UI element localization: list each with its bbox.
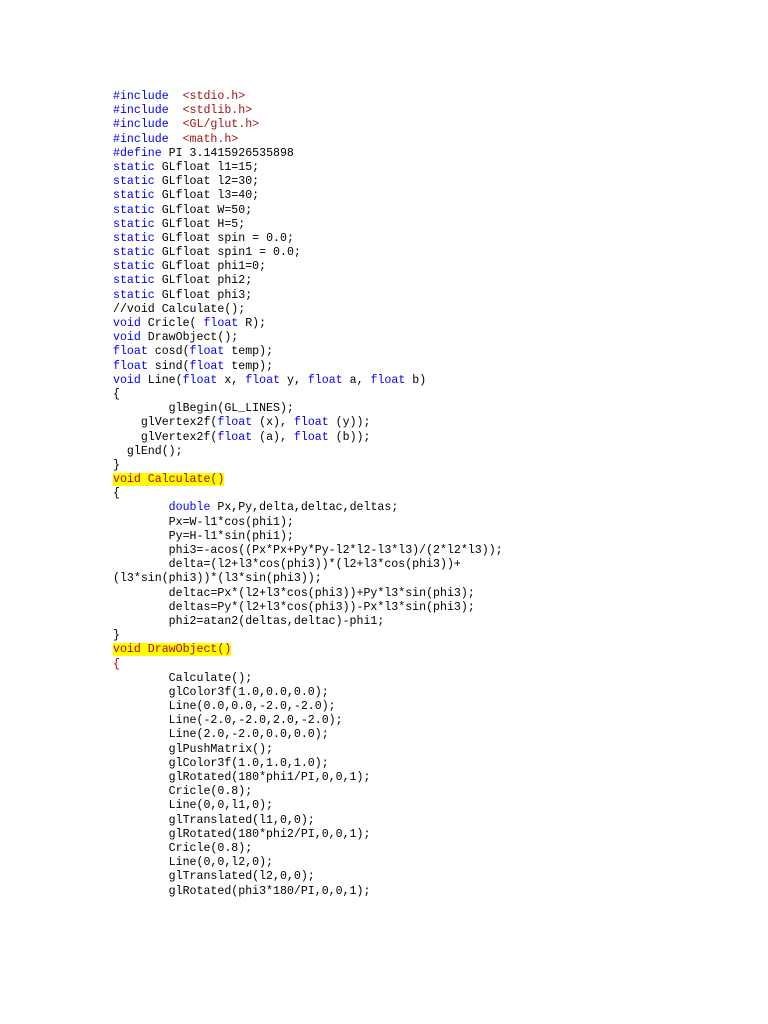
code-keyword: #include (113, 132, 169, 146)
code-token: GLfloat l1=15; (154, 160, 260, 174)
code-line (113, 487, 503, 501)
code-token: deltas=Py*(l2+l3*cos(phi3))-Px*l3*sin(phi3); (113, 600, 475, 614)
code-token: glRotated(180*phi2/PI,0,0,1); (113, 827, 371, 841)
code-keyword: float (293, 430, 329, 444)
code-line (113, 828, 503, 842)
code-line (113, 246, 503, 260)
code-keyword: static (113, 189, 155, 203)
code-line (113, 615, 503, 629)
code-token: (b)); (328, 430, 371, 444)
code-token (169, 90, 183, 103)
code-token: temp); (224, 345, 274, 359)
code-keyword: float (293, 416, 329, 430)
code-token: Cricle( (140, 317, 204, 330)
code-line (113, 104, 503, 118)
code-line (113, 289, 503, 303)
code-line (113, 643, 503, 657)
code-token: glColor3f(1.0,0.0,0.0); (113, 685, 329, 699)
code-token: //void Calculate(); (113, 302, 246, 316)
code-keyword: float (370, 373, 406, 387)
code-token: glPushMatrix(); (113, 742, 274, 756)
code-line (113, 260, 503, 274)
code-line (113, 629, 503, 643)
code-token: (x), (252, 416, 294, 430)
code-line (113, 771, 503, 785)
code-keyword: static (113, 160, 155, 174)
code-line (113, 885, 503, 899)
code-keyword: static (113, 246, 155, 260)
code-token: delta=(l2+l3*cos(phi3))*(l2+l3*cos(phi3))+ (113, 558, 461, 572)
code-token: deltac=Px*(l2+l3*cos(phi3))+Py*l3*sin(phi3); (113, 586, 475, 600)
code-line (113, 218, 503, 232)
code-line (113, 204, 503, 218)
code-token (113, 501, 169, 514)
code-token: glTranslated(l1,0,0); (113, 813, 315, 827)
code-line (113, 388, 503, 402)
code-string: <GL/glut.h> (182, 118, 260, 132)
code-keyword: void (113, 373, 141, 387)
code-keyword: float (189, 345, 225, 359)
code-token: Py=H-l1*sin(phi1); (113, 529, 294, 543)
code-line (113, 459, 503, 473)
code-token: glEnd(); (113, 444, 183, 458)
code-token: glColor3f(1.0,1.0,1.0); (113, 756, 329, 770)
code-keyword: void (113, 317, 141, 330)
code-keyword: float (217, 430, 253, 444)
code-keyword: void (113, 331, 141, 345)
code-line (113, 501, 503, 515)
code-keyword: static (113, 231, 155, 245)
code-line (113, 799, 503, 813)
code-token: GLfloat l3=40; (154, 189, 260, 203)
code-token: { (113, 487, 120, 501)
code-line (113, 842, 503, 856)
code-token: Px,Py,delta,deltac,deltas; (210, 501, 399, 515)
code-token: a, (342, 373, 371, 387)
code-line (113, 274, 503, 288)
code-keyword: static (113, 260, 155, 274)
code-line (113, 147, 503, 161)
code-line (113, 118, 503, 132)
code-token: y, (280, 373, 308, 387)
code-line (113, 587, 503, 601)
code-keyword: static (113, 288, 155, 302)
code-keyword: float (245, 373, 281, 387)
code-line (113, 445, 503, 459)
code-token: GLfloat W=50; (154, 203, 253, 217)
code-line (113, 331, 503, 345)
code-highlight: void Calculate() (113, 473, 225, 487)
code-line (113, 90, 503, 104)
code-token: } (113, 629, 120, 643)
code-line (113, 544, 503, 558)
code-token: glVertex2f( (113, 430, 218, 444)
code-token: Line(0,0,l2,0); (113, 856, 274, 870)
code-token: Cricle(0.8); (113, 785, 253, 799)
code-token: } (113, 458, 120, 472)
code-token: (y)); (328, 416, 371, 430)
code-token (169, 133, 183, 146)
code-token: Px=W-l1*cos(phi1); (113, 515, 294, 529)
code-line (113, 189, 503, 203)
code-line (113, 686, 503, 700)
code-keyword: float (113, 345, 148, 359)
code-keyword: float (182, 373, 218, 387)
code-line (113, 416, 503, 430)
code-token: GLfloat phi2; (154, 274, 253, 288)
code-line (113, 402, 503, 416)
code-highlight: void DrawObject() (113, 643, 232, 657)
code-keyword: double (168, 501, 211, 515)
code-line (113, 785, 503, 799)
code-line (113, 814, 503, 828)
code-line (113, 572, 503, 586)
code-token: GLfloat phi1=0; (154, 260, 267, 274)
code-token: GLfloat H=5; (154, 217, 246, 231)
code-token: Line( (140, 373, 183, 387)
code-token: phi3=-acos((Px*Px+Py*Py-l2*l2-l3*l3)/(2*l2*l3)); (113, 544, 503, 557)
code-token: GLfloat phi3; (154, 288, 253, 302)
code-line (113, 175, 503, 189)
code-keyword: float (113, 359, 148, 373)
code-token: glRotated(180*phi1/PI,0,0,1); (113, 771, 371, 784)
code-token: x, (217, 373, 246, 387)
code-token: glTranslated(l2,0,0); (113, 870, 315, 884)
code-line (113, 303, 503, 317)
code-token: glVertex2f( (113, 416, 218, 430)
code-line (113, 161, 503, 175)
code-token: Line(0.0,0.0,-2.0,-2.0); (113, 700, 336, 714)
code-line (113, 345, 503, 359)
code-line (113, 856, 503, 870)
code-token: Line(-2.0,-2.0,2.0,-2.0); (113, 714, 343, 728)
code-line (113, 743, 503, 757)
code-keyword: float (217, 416, 253, 430)
code-keyword: #include (113, 118, 169, 132)
code-keyword: static (113, 274, 155, 288)
code-line (113, 133, 503, 147)
code-line (113, 728, 503, 742)
code-line (113, 601, 503, 615)
code-line (113, 870, 503, 884)
code-line (113, 516, 503, 530)
code-keyword: #include (113, 104, 169, 118)
code-keyword: #include (113, 90, 169, 103)
code-line (113, 700, 503, 714)
code-listing (113, 90, 503, 899)
code-keyword: float (189, 359, 225, 373)
code-token: { (113, 387, 120, 401)
code-token: GLfloat l2=30; (154, 175, 260, 189)
code-token: (a), (252, 430, 294, 444)
code-token: phi2=atan2(deltas,deltac)-phi1; (113, 614, 385, 628)
code-line (113, 658, 503, 672)
code-token: temp); (224, 359, 274, 373)
code-token: sind( (147, 359, 190, 373)
code-line (113, 558, 503, 572)
code-line (113, 317, 503, 331)
code-token: Line(0,0,l1,0); (113, 799, 274, 813)
code-keyword: float (307, 373, 343, 387)
code-keyword: static (113, 175, 155, 189)
code-string: <stdio.h> (182, 90, 246, 103)
code-line (113, 374, 503, 388)
code-token: { (113, 657, 120, 671)
code-line (113, 530, 503, 544)
code-line (113, 473, 503, 487)
code-token (169, 104, 183, 117)
code-line (113, 431, 503, 445)
code-keyword: static (113, 217, 155, 231)
code-keyword: float (203, 317, 239, 330)
code-token: glRotated(phi3*180/PI,0,0,1); (113, 884, 371, 898)
code-line (113, 360, 503, 374)
code-token: GLfloat spin = 0.0; (154, 231, 294, 245)
code-string: <stdlib.h> (182, 104, 253, 118)
code-token: DrawObject(); (140, 331, 239, 345)
code-line (113, 757, 503, 771)
code-token: GLfloat spin1 = 0.0; (154, 246, 301, 260)
code-token: Cricle(0.8); (113, 841, 253, 855)
code-token: R); (238, 317, 267, 330)
code-token: PI 3.1415926535898 (161, 146, 294, 160)
code-token: glBegin(GL_LINES); (113, 402, 294, 416)
code-token: Calculate(); (113, 671, 253, 685)
code-token: (l3*sin(phi3))*(l3*sin(phi3)); (113, 572, 322, 586)
code-line (113, 672, 503, 686)
code-keyword: #define (113, 146, 162, 160)
code-line (113, 232, 503, 246)
code-string: <math.h> (182, 132, 239, 146)
code-token (169, 118, 183, 131)
code-token: b) (405, 373, 427, 387)
code-keyword: static (113, 203, 155, 217)
code-token: cosd( (147, 345, 190, 359)
code-line (113, 714, 503, 728)
code-token: Line(2.0,-2.0,0.0,0.0); (113, 728, 329, 742)
